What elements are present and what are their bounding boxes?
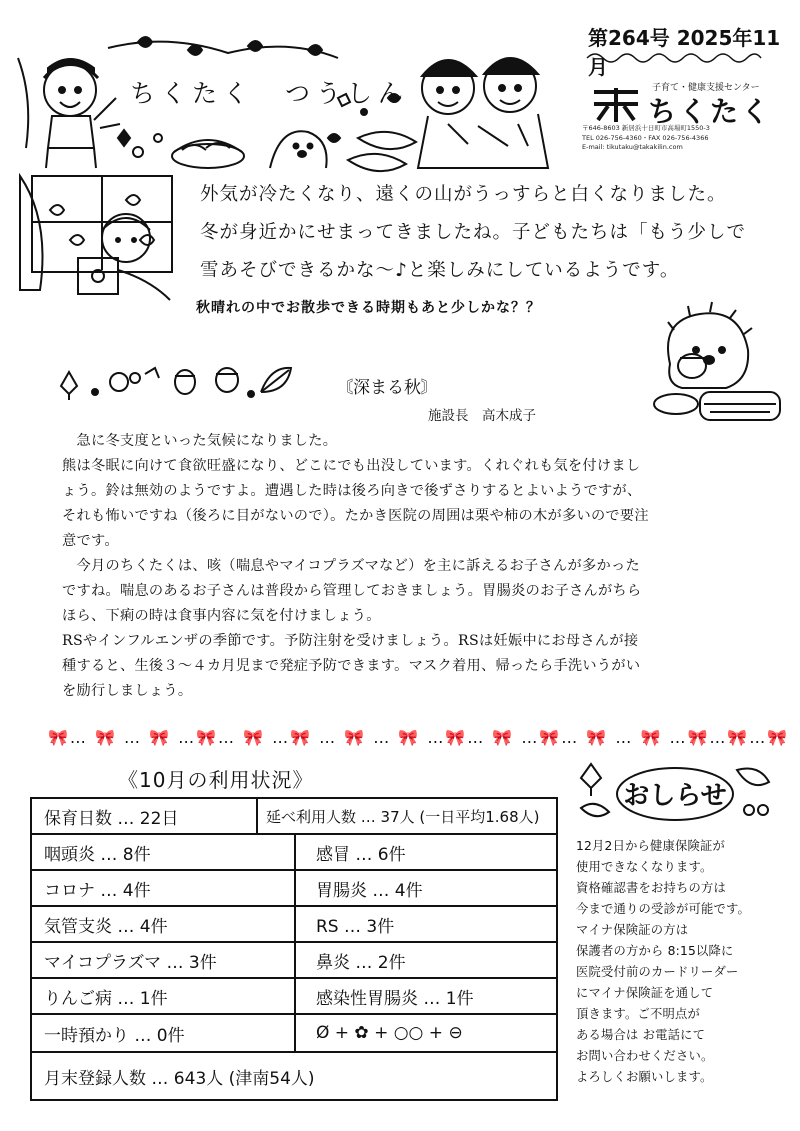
article-line: 種すると、生後３～４カ月児まで発症予防できます。マスク着用、帰ったら手洗いうがい (62, 658, 641, 674)
doodle-sum: Ø + ✿ + ○○ + ⊖ (316, 1023, 463, 1043)
notice-line: 12月2日から健康保険証が (576, 839, 726, 853)
usage-item: 気管支炎 … 4件 (44, 916, 168, 937)
table-row (32, 799, 556, 835)
window-reading-child-illustration (10, 170, 190, 310)
usage-table (30, 797, 558, 1101)
usage-item: りんご病 … 1件 (44, 988, 168, 1009)
article-line: 急に冬支度といった気候になりました。 (62, 433, 338, 449)
org-caption: 子育て・健康支援センター (652, 83, 760, 93)
notice-heading-badge (575, 758, 775, 828)
usage-item: 咽頭炎 … 8件 (44, 844, 151, 865)
newsletter-title: ちくたく つうしん (130, 79, 410, 108)
usage-item: 一時預かり … 0件 (44, 1025, 185, 1046)
autumn-leaves-decoration-icon (55, 362, 295, 402)
notice-line: 頂きます。ご不明点が (576, 1007, 700, 1021)
notice-line: 保護者の方から 8:15以降に (576, 944, 734, 958)
issue-number: 第264号 2025年11月 (588, 26, 781, 79)
article-author: 施設長 高木成子 (428, 408, 536, 424)
article-line: ょう。鈴は無効のようですよ。遭遇した時は後ろ向きで後ずさりするとよいようですが、 (62, 483, 642, 499)
usage-title: 《10月の利用状況》 (118, 768, 314, 792)
article-title: 〘深まる秋〙 (336, 378, 438, 398)
usage-item: 鼻炎 … 2件 (316, 952, 406, 973)
notice-line: 今まで通りの受診が可能です。 (576, 902, 750, 916)
intro-line: 外気が冷たくなり、遠くの山がうっすらと白くなりました。 (200, 184, 727, 205)
notice-line: マイナ保険証の方は (576, 923, 689, 937)
notice-line: お問い合わせください。 (576, 1049, 714, 1063)
usage-item: マイコプラズマ … 3件 (44, 952, 217, 973)
notice-line: よろしくお願いします。 (576, 1070, 713, 1084)
article-line: 今月のちくたくは、咳（喘息やマイコプラズマなど）を主に訴えるお子さんが多かった (62, 558, 640, 574)
notice-line: 資格確認書をお持ちの方は (576, 881, 726, 895)
usage-item: 感冒 … 6件 (316, 844, 406, 865)
notice-heading: おしらせ (623, 781, 727, 811)
usage-item: 胃腸炎 … 4件 (316, 880, 423, 901)
notice-line: 医院受付前のカードリーダー (576, 965, 739, 979)
wave-divider-icon (585, 52, 765, 64)
total-users: 延べ利用人数 … 37人 (一日平均1.68人) (266, 807, 540, 826)
org-address: 〒646-8603 新居浜十日町市高場町1550-3 (582, 124, 710, 132)
hedgehog-illustration (630, 300, 790, 430)
intro-line: 冬が身近かにせまってきましたね。子どもたちは「もう少しで (200, 222, 747, 243)
org-phone: TEL 026-756-4360・FAX 026-756-4366 (582, 134, 709, 142)
usage-item: 感染性胃腸炎 … 1件 (316, 988, 474, 1009)
table-row (32, 1053, 556, 1099)
notice-line: にマイナ保険証を通して (576, 986, 714, 1000)
org-name: ちくたく (648, 95, 773, 128)
nursing-days: 保育日数 … 22日 (44, 808, 179, 829)
article-line: RSやインフルエンザの季節です。予防注射を受けましょう。RSは妊娠中にお母さんが接 (62, 633, 639, 649)
notice-line: ある場合は お電話にて (576, 1028, 706, 1042)
usage-item: コロナ … 4件 (44, 880, 151, 901)
article-line: 意です。 (62, 533, 119, 549)
usage-item: RS … 3件 (316, 916, 395, 937)
article-line: 熊は冬眠に向けて食欲旺盛になり、どこにでも出没しています。くれぐれも気を付けまし (62, 458, 641, 474)
intro-line: 秋晴れの中でお散歩できる時期もあと少しかな？？ (196, 300, 541, 316)
org-email: E-mail: tikutaku@takakilin.com (582, 143, 683, 151)
ribbon-divider: 🎀… 🎀 … 🎀 …🎀… 🎀 …🎀 … 🎀 … 🎀 …🎀… 🎀 …🎀… 🎀 … 🎀 …🎀…🎀…🎀 (48, 728, 790, 747)
intro-line: 雪あそびできるかな～♪と楽しみにしているようです。 (200, 260, 680, 281)
monthly-registered: 月末登録人数 … 643人 (津南54人) (44, 1068, 315, 1089)
article-line: ほら、下痢の時は食事内容に気を付けましょう。 (62, 608, 381, 624)
clock-logo-icon (586, 84, 646, 124)
article-line: を励行しましょう。 (62, 683, 193, 699)
article-line: ですね。喘息のあるお子さんは普段から管理しておきましょう。胃腸炎のお子さんがちら (62, 583, 642, 599)
article-line: それも怖いですね（後ろに目がないので）。たかき医院の周囲は栗や柿の木が多いので要注 (62, 508, 649, 524)
notice-line: 使用できなくなります。 (576, 860, 713, 874)
